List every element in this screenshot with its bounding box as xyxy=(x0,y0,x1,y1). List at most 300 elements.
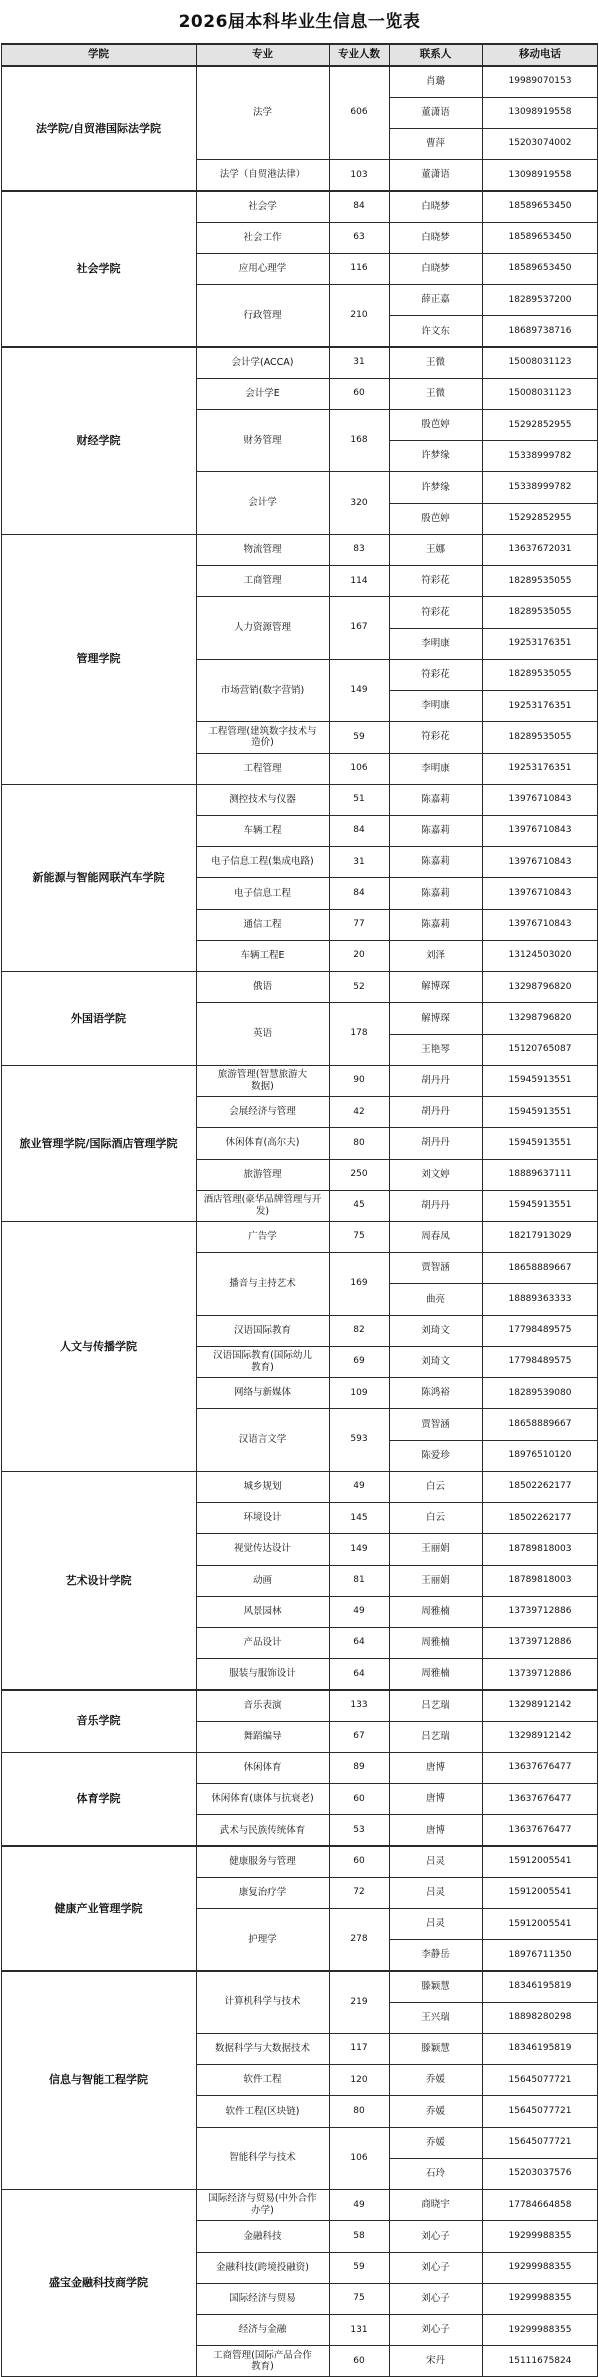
major-name: 俄语 xyxy=(252,981,272,993)
contact-name: 许梦缘 xyxy=(421,450,450,462)
row-border xyxy=(1,1752,598,1753)
contact-phone: 18658889667 xyxy=(508,1262,572,1273)
major-name: 会计学E xyxy=(245,387,280,399)
contact-name: 周雅楠 xyxy=(421,1668,450,1680)
college-name: 信息与智能工程学院 xyxy=(49,2073,148,2087)
major-count: 169 xyxy=(350,1278,368,1289)
college-name: 健康产业管理学院 xyxy=(54,1901,143,1915)
contact-phone: 19299988355 xyxy=(508,2293,572,2304)
contact-name: 陈嘉莉 xyxy=(421,918,450,930)
major-name: 风景园林 xyxy=(243,1605,282,1617)
major-count: 49 xyxy=(353,1481,365,1492)
college-name: 艺术设计学院 xyxy=(65,1573,132,1587)
column-border xyxy=(482,44,483,2377)
row-border xyxy=(196,1377,598,1378)
row-border xyxy=(196,1252,598,1253)
contact-name: 王丽娟 xyxy=(421,1574,450,1586)
major-count: 106 xyxy=(350,2152,368,2163)
major-name: 汉语国际教育 xyxy=(233,1324,291,1336)
major-name: 行政管理 xyxy=(243,309,282,321)
major-count: 67 xyxy=(353,1731,365,1742)
row-border xyxy=(389,1939,598,1940)
major-count: 75 xyxy=(353,2293,365,2304)
row-border xyxy=(196,159,598,160)
column-border xyxy=(196,44,197,2377)
row-border xyxy=(196,1002,598,1003)
row-border xyxy=(196,1408,598,1409)
contact-name: 董潇语 xyxy=(421,169,450,181)
contact-phone: 13739712886 xyxy=(508,1606,572,1617)
major-name: 武术与民族传统体育 xyxy=(219,1824,306,1836)
major-count: 45 xyxy=(353,1200,365,1211)
row-border xyxy=(1,190,598,191)
contact-phone: 15203037576 xyxy=(508,2168,572,2179)
row-border xyxy=(1,43,598,44)
major-count: 133 xyxy=(350,1699,368,1710)
row-border xyxy=(1,1471,598,1472)
major-count: 116 xyxy=(350,263,368,274)
row-border xyxy=(389,2002,598,2003)
row-border xyxy=(196,1346,598,1347)
major-count: 90 xyxy=(353,1075,365,1086)
contact-name: 唐博 xyxy=(425,1824,445,1836)
contact-phone: 18589653450 xyxy=(508,232,572,243)
row-border xyxy=(1,2189,598,2190)
graduate-info-table xyxy=(1,44,598,2377)
contact-name: 周雅楠 xyxy=(421,1637,450,1649)
contact-name: 王丽娟 xyxy=(421,1543,450,1555)
row-border xyxy=(1,534,598,535)
major-name: 旅游管理(智慧旅游大 数据) xyxy=(217,1069,308,1092)
row-border xyxy=(196,1908,598,1909)
major-count: 42 xyxy=(353,1106,365,1117)
college-name: 管理学院 xyxy=(76,652,121,666)
contact-name: 符彩花 xyxy=(421,731,450,743)
major-count: 606 xyxy=(350,107,368,118)
major-count: 69 xyxy=(353,1356,365,1367)
contact-name: 吕艺瑞 xyxy=(421,1730,450,1742)
contact-phone: 13637676477 xyxy=(508,1793,572,1804)
contact-phone: 18889637111 xyxy=(508,1169,572,1180)
contact-phone: 13976710843 xyxy=(508,825,572,836)
row-border xyxy=(1,1689,598,1690)
contact-phone: 15111675824 xyxy=(508,2355,572,2366)
contact-phone: 19253176351 xyxy=(508,700,572,711)
major-name: 健康服务与管理 xyxy=(229,1855,296,1867)
row-border xyxy=(196,1877,598,1878)
college-name: 体育学院 xyxy=(76,1792,121,1806)
contact-phone: 18689738716 xyxy=(508,325,572,336)
major-name: 动画 xyxy=(252,1574,272,1586)
row-border xyxy=(196,1533,598,1534)
major-count: 64 xyxy=(353,1668,365,1679)
college-name: 人文与传播学院 xyxy=(60,1339,137,1353)
major-name: 工程管理(建筑数字技术与 造价) xyxy=(208,725,317,749)
contact-name: 胡丹丹 xyxy=(421,1075,450,1087)
contact-phone: 18289537200 xyxy=(508,294,572,305)
contact-phone: 18346195819 xyxy=(508,2043,572,2054)
contact-phone: 15203074002 xyxy=(508,138,572,149)
contact-phone: 13637676477 xyxy=(508,1762,572,1773)
row-border xyxy=(196,1627,598,1628)
major-name: 法学 xyxy=(252,106,272,118)
major-name: 城乡规划 xyxy=(243,1481,282,1492)
major-name: 法学（自贸港法律） xyxy=(219,169,306,181)
contact-phone: 15008031123 xyxy=(508,388,572,399)
contact-name: 胡丹丹 xyxy=(421,1137,450,1149)
major-name: 国际经济与贸易 xyxy=(229,2292,296,2304)
college-name: 音乐学院 xyxy=(76,1714,121,1728)
row-border xyxy=(196,2345,598,2346)
contact-name: 刘心子 xyxy=(421,2261,450,2273)
row-border xyxy=(196,2314,598,2315)
contact-name: 白云 xyxy=(425,1512,445,1524)
major-count: 149 xyxy=(350,1543,368,1554)
contact-phone: 17798489575 xyxy=(508,1325,572,1336)
contact-name: 李明康 xyxy=(421,637,450,649)
contact-name: 吕灵 xyxy=(425,1886,445,1898)
row-border xyxy=(196,877,598,878)
contact-name: 滕颖慧 xyxy=(421,1980,450,1992)
major-count: 77 xyxy=(353,919,365,930)
major-name: 数据科学与大数据技术 xyxy=(214,2043,310,2055)
contact-name: 许文东 xyxy=(421,325,450,337)
major-count: 63 xyxy=(353,232,365,243)
row-border xyxy=(196,1159,598,1160)
contact-phone: 13637672031 xyxy=(508,544,572,555)
college-name: 盛宝金融科技商学院 xyxy=(49,2276,148,2290)
major-count: 81 xyxy=(353,1575,365,1585)
contact-phone: 19299988355 xyxy=(508,2324,572,2335)
contact-phone: 18217913029 xyxy=(508,1231,572,1242)
header-phone: 移动电话 xyxy=(482,44,598,66)
major-count: 64 xyxy=(353,1637,365,1648)
contact-name: 周春凤 xyxy=(421,1231,450,1243)
contact-name: 乔媛 xyxy=(425,2105,445,2117)
major-count: 593 xyxy=(350,1434,368,1445)
major-count: 59 xyxy=(353,2262,365,2273)
contact-name: 滕颖慧 xyxy=(421,2043,450,2055)
contact-phone: 15912005541 xyxy=(508,1856,572,1867)
major-count: 320 xyxy=(350,497,368,508)
major-count: 84 xyxy=(353,200,365,211)
contact-phone: 18589653450 xyxy=(508,263,572,274)
row-border xyxy=(389,315,598,316)
contact-name: 陈鸿裕 xyxy=(421,1387,450,1399)
major-count: 72 xyxy=(353,1887,365,1898)
contact-name: 石玲 xyxy=(425,2168,445,2180)
contact-name: 肖璐 xyxy=(425,75,445,87)
row-border xyxy=(196,815,598,816)
contact-name: 殷芭婷 xyxy=(421,419,450,431)
contact-name: 乔媛 xyxy=(425,2074,445,2086)
row-border xyxy=(196,222,598,223)
contact-name: 白晓梦 xyxy=(421,231,450,243)
major-name: 播音与主持艺术 xyxy=(229,1278,296,1289)
contact-name: 白晓梦 xyxy=(421,263,450,275)
major-name: 工程管理 xyxy=(243,762,282,774)
row-border xyxy=(196,1502,598,1503)
row-border xyxy=(1,1845,598,1846)
major-name: 汉语言文学 xyxy=(238,1434,287,1446)
contact-name: 解博琛 xyxy=(421,981,450,993)
contact-name: 吕灵 xyxy=(425,1918,445,1930)
major-name: 休闲体育(高尔夫) xyxy=(225,1137,300,1149)
contact-phone: 15912005541 xyxy=(508,1918,572,1929)
contact-phone: 13637676477 xyxy=(508,1824,572,1835)
contact-phone: 19299988355 xyxy=(508,2262,572,2273)
row-border xyxy=(389,628,598,629)
row-border xyxy=(1,971,598,972)
major-name: 会计学(ACCA) xyxy=(231,356,294,368)
major-count: 52 xyxy=(353,981,365,992)
row-border xyxy=(389,1034,598,1035)
row-border xyxy=(389,97,598,98)
row-border xyxy=(196,1565,598,1566)
major-name: 国际经济与贸易(中外合作 办学) xyxy=(208,2193,317,2217)
major-name: 市场营销(数字营销) xyxy=(220,684,305,696)
major-count: 80 xyxy=(353,1137,365,1148)
contact-name: 李明康 xyxy=(421,762,450,774)
contact-phone: 13298796820 xyxy=(508,1012,572,1023)
college-name: 外国语学院 xyxy=(71,1011,126,1025)
row-border xyxy=(196,2033,598,2034)
major-count: 59 xyxy=(353,731,365,742)
row-border xyxy=(389,128,598,129)
contact-name: 刘琦文 xyxy=(421,1324,450,1336)
major-name: 车辆工程 xyxy=(243,825,282,837)
contact-name: 宋丹 xyxy=(425,2355,445,2367)
contact-name: 刘心子 xyxy=(421,2292,450,2304)
contact-name: 王娜 xyxy=(425,544,445,556)
contact-phone: 15338999782 xyxy=(508,481,572,492)
contact-name: 刘琦文 xyxy=(421,1356,450,1368)
contact-phone: 18289535055 xyxy=(508,669,572,680)
major-name: 测控技术与仪器 xyxy=(229,793,296,805)
major-count: 75 xyxy=(353,1231,365,1242)
major-name: 环境设计 xyxy=(243,1512,282,1524)
contact-name: 乔媛 xyxy=(425,2136,445,2148)
major-name: 服装与服饰设计 xyxy=(229,1668,296,1680)
major-count: 106 xyxy=(350,763,368,774)
row-border xyxy=(389,690,598,691)
contact-name: 曹萍 xyxy=(425,138,445,150)
row-border xyxy=(196,721,598,722)
contact-name: 陈嘉莉 xyxy=(421,825,450,837)
contact-phone: 18889363333 xyxy=(508,1293,572,1304)
major-count: 168 xyxy=(350,435,368,446)
contact-phone: 17798489575 xyxy=(508,1356,572,1367)
contact-phone: 15912005541 xyxy=(508,1887,572,1898)
contact-name: 李明康 xyxy=(421,700,450,712)
major-name: 电子信息工程(集成电路) xyxy=(211,856,314,868)
contact-phone: 18789818003 xyxy=(508,1543,572,1554)
major-count: 103 xyxy=(350,169,368,180)
row-border xyxy=(196,2064,598,2065)
row-border xyxy=(1,1221,598,1222)
row-border xyxy=(389,1283,598,1284)
contact-name: 刘文婷 xyxy=(421,1168,450,1180)
major-name: 网络与新媒体 xyxy=(233,1387,291,1399)
major-name: 汉语国际教育(国际幼儿 教育) xyxy=(213,1350,312,1374)
major-count: 109 xyxy=(350,1387,368,1398)
column-border xyxy=(597,44,598,2377)
major-name: 休闲体育 xyxy=(243,1762,282,1774)
row-border xyxy=(196,378,598,379)
column-border xyxy=(389,44,390,2377)
contact-name: 陈嘉莉 xyxy=(421,856,450,868)
contact-phone: 18346195819 xyxy=(508,1980,572,1991)
major-count: 84 xyxy=(353,825,365,836)
row-border xyxy=(196,253,598,254)
contact-phone: 15120765087 xyxy=(508,1044,572,1055)
major-name: 智能科学与技术 xyxy=(229,2152,296,2164)
contact-name: 王艳琴 xyxy=(421,1043,450,1055)
college-name: 财经学院 xyxy=(76,433,121,447)
row-border xyxy=(196,2252,598,2253)
contact-phone: 18589653450 xyxy=(508,200,572,211)
major-name: 人力资源管理 xyxy=(233,622,291,634)
major-name: 车辆工程E xyxy=(240,950,285,962)
major-name: 音乐表演 xyxy=(243,1699,282,1711)
row-border xyxy=(1,346,598,347)
major-name: 广告学 xyxy=(248,1231,277,1243)
contact-phone: 18976510120 xyxy=(508,1450,572,1461)
row-border xyxy=(1,1970,598,1971)
contact-phone: 15945913551 xyxy=(508,1075,572,1086)
contact-name: 陈嘉莉 xyxy=(421,887,450,899)
major-name: 舞蹈编导 xyxy=(243,1730,282,1742)
row-border xyxy=(196,659,598,660)
contact-phone: 19299988355 xyxy=(508,2230,572,2241)
contact-phone: 13298796820 xyxy=(508,981,572,992)
major-count: 53 xyxy=(353,1824,365,1835)
major-count: 58 xyxy=(353,2230,365,2241)
contact-phone: 15292852955 xyxy=(508,419,572,430)
contact-name: 刘心子 xyxy=(421,2230,450,2242)
row-border xyxy=(196,1315,598,1316)
major-count: 149 xyxy=(350,684,368,695)
major-name: 会展经济与管理 xyxy=(229,1106,296,1118)
contact-name: 周雅楠 xyxy=(421,1605,450,1617)
contact-phone: 15945913551 xyxy=(508,1200,572,1211)
contact-phone: 18289535055 xyxy=(508,731,572,742)
contact-name: 曲亮 xyxy=(425,1293,445,1305)
row-border xyxy=(389,1440,598,1441)
major-name: 电子信息工程 xyxy=(233,887,291,899)
contact-name: 王微 xyxy=(425,356,445,368)
major-count: 60 xyxy=(353,1856,365,1867)
contact-name: 王微 xyxy=(425,387,445,399)
major-name: 社会工作 xyxy=(243,231,282,243)
major-name: 物流管理 xyxy=(243,544,282,556)
contact-phone: 19989070153 xyxy=(508,75,572,86)
row-border xyxy=(196,1658,598,1659)
contact-phone: 15945913551 xyxy=(508,1137,572,1148)
major-count: 49 xyxy=(353,2199,365,2210)
contact-phone: 15645077721 xyxy=(508,2105,572,2116)
contact-phone: 13124503020 xyxy=(508,950,572,961)
header-count: 专业人数 xyxy=(329,44,389,66)
row-border xyxy=(196,2220,598,2221)
major-count: 20 xyxy=(353,950,365,961)
major-count: 167 xyxy=(350,622,368,633)
contact-name: 唐博 xyxy=(425,1762,445,1774)
row-border xyxy=(196,1096,598,1097)
contact-phone: 13976710843 xyxy=(508,919,572,930)
row-border xyxy=(1,1065,598,1066)
major-name: 应用心理学 xyxy=(238,263,287,275)
contact-name: 陈嘉莉 xyxy=(421,793,450,805)
row-border xyxy=(196,1127,598,1128)
major-count: 84 xyxy=(353,887,365,898)
major-name: 护理学 xyxy=(248,1933,277,1945)
contact-phone: 15292852955 xyxy=(508,513,572,524)
major-count: 60 xyxy=(353,1793,365,1804)
contact-phone: 18289535055 xyxy=(508,606,572,617)
major-count: 250 xyxy=(350,1169,368,1180)
row-border xyxy=(1,65,598,66)
major-count: 219 xyxy=(350,1996,368,2007)
college-name: 法学院/自贸港国际法学院 xyxy=(35,121,162,135)
major-name: 财务管理 xyxy=(243,434,282,446)
row-border xyxy=(196,596,598,597)
row-border xyxy=(196,753,598,754)
row-border xyxy=(196,284,598,285)
contact-phone: 19253176351 xyxy=(508,638,572,649)
row-border xyxy=(196,1721,598,1722)
row-border xyxy=(196,846,598,847)
college-name: 社会学院 xyxy=(76,262,121,276)
contact-name: 白晓梦 xyxy=(421,200,450,212)
contact-phone: 15645077721 xyxy=(508,2137,572,2148)
major-count: 80 xyxy=(353,2105,365,2116)
contact-phone: 18502262177 xyxy=(508,1512,572,1523)
major-name: 产品设计 xyxy=(243,1637,282,1649)
major-name: 软件工程(区块链) xyxy=(225,2105,300,2117)
page-title: 2026届本科毕业生信息一览表 xyxy=(178,12,421,32)
contact-phone: 13976710843 xyxy=(508,856,572,867)
column-border xyxy=(1,44,2,2377)
contact-name: 吕艺瑞 xyxy=(421,1699,450,1711)
contact-name: 李静岳 xyxy=(421,1949,450,1961)
major-name: 金融科技(跨境投融资) xyxy=(216,2261,309,2273)
contact-phone: 13098919558 xyxy=(508,107,572,118)
major-count: 114 xyxy=(350,575,368,586)
contact-phone: 13739712886 xyxy=(508,1637,572,1648)
contact-phone: 15008031123 xyxy=(508,357,572,368)
major-count: 89 xyxy=(353,1762,365,1773)
major-name: 通信工程 xyxy=(243,918,282,930)
major-name: 视觉传达设计 xyxy=(233,1543,291,1555)
row-border xyxy=(196,471,598,472)
contact-phone: 15945913551 xyxy=(508,1106,572,1117)
contact-name: 符彩花 xyxy=(421,606,450,618)
major-count: 131 xyxy=(350,2324,368,2335)
header-college: 学院 xyxy=(1,44,196,66)
contact-name: 吕灵 xyxy=(425,1855,445,1867)
major-name: 英语 xyxy=(252,1028,272,1040)
major-count: 178 xyxy=(350,1028,368,1039)
major-name: 休闲体育(康体与抗衰老) xyxy=(211,1793,314,1805)
contact-name: 刘心子 xyxy=(421,2324,450,2336)
major-name: 计算机科学与技术 xyxy=(224,1996,301,2008)
header-major: 专业 xyxy=(196,44,329,66)
major-name: 酒店管理(豪华品牌管理与开 发) xyxy=(203,1194,322,1217)
major-count: 51 xyxy=(353,794,365,805)
major-name: 工商管理(国际产品合作 教育) xyxy=(213,2349,312,2373)
contact-name: 许梦缘 xyxy=(421,481,450,493)
